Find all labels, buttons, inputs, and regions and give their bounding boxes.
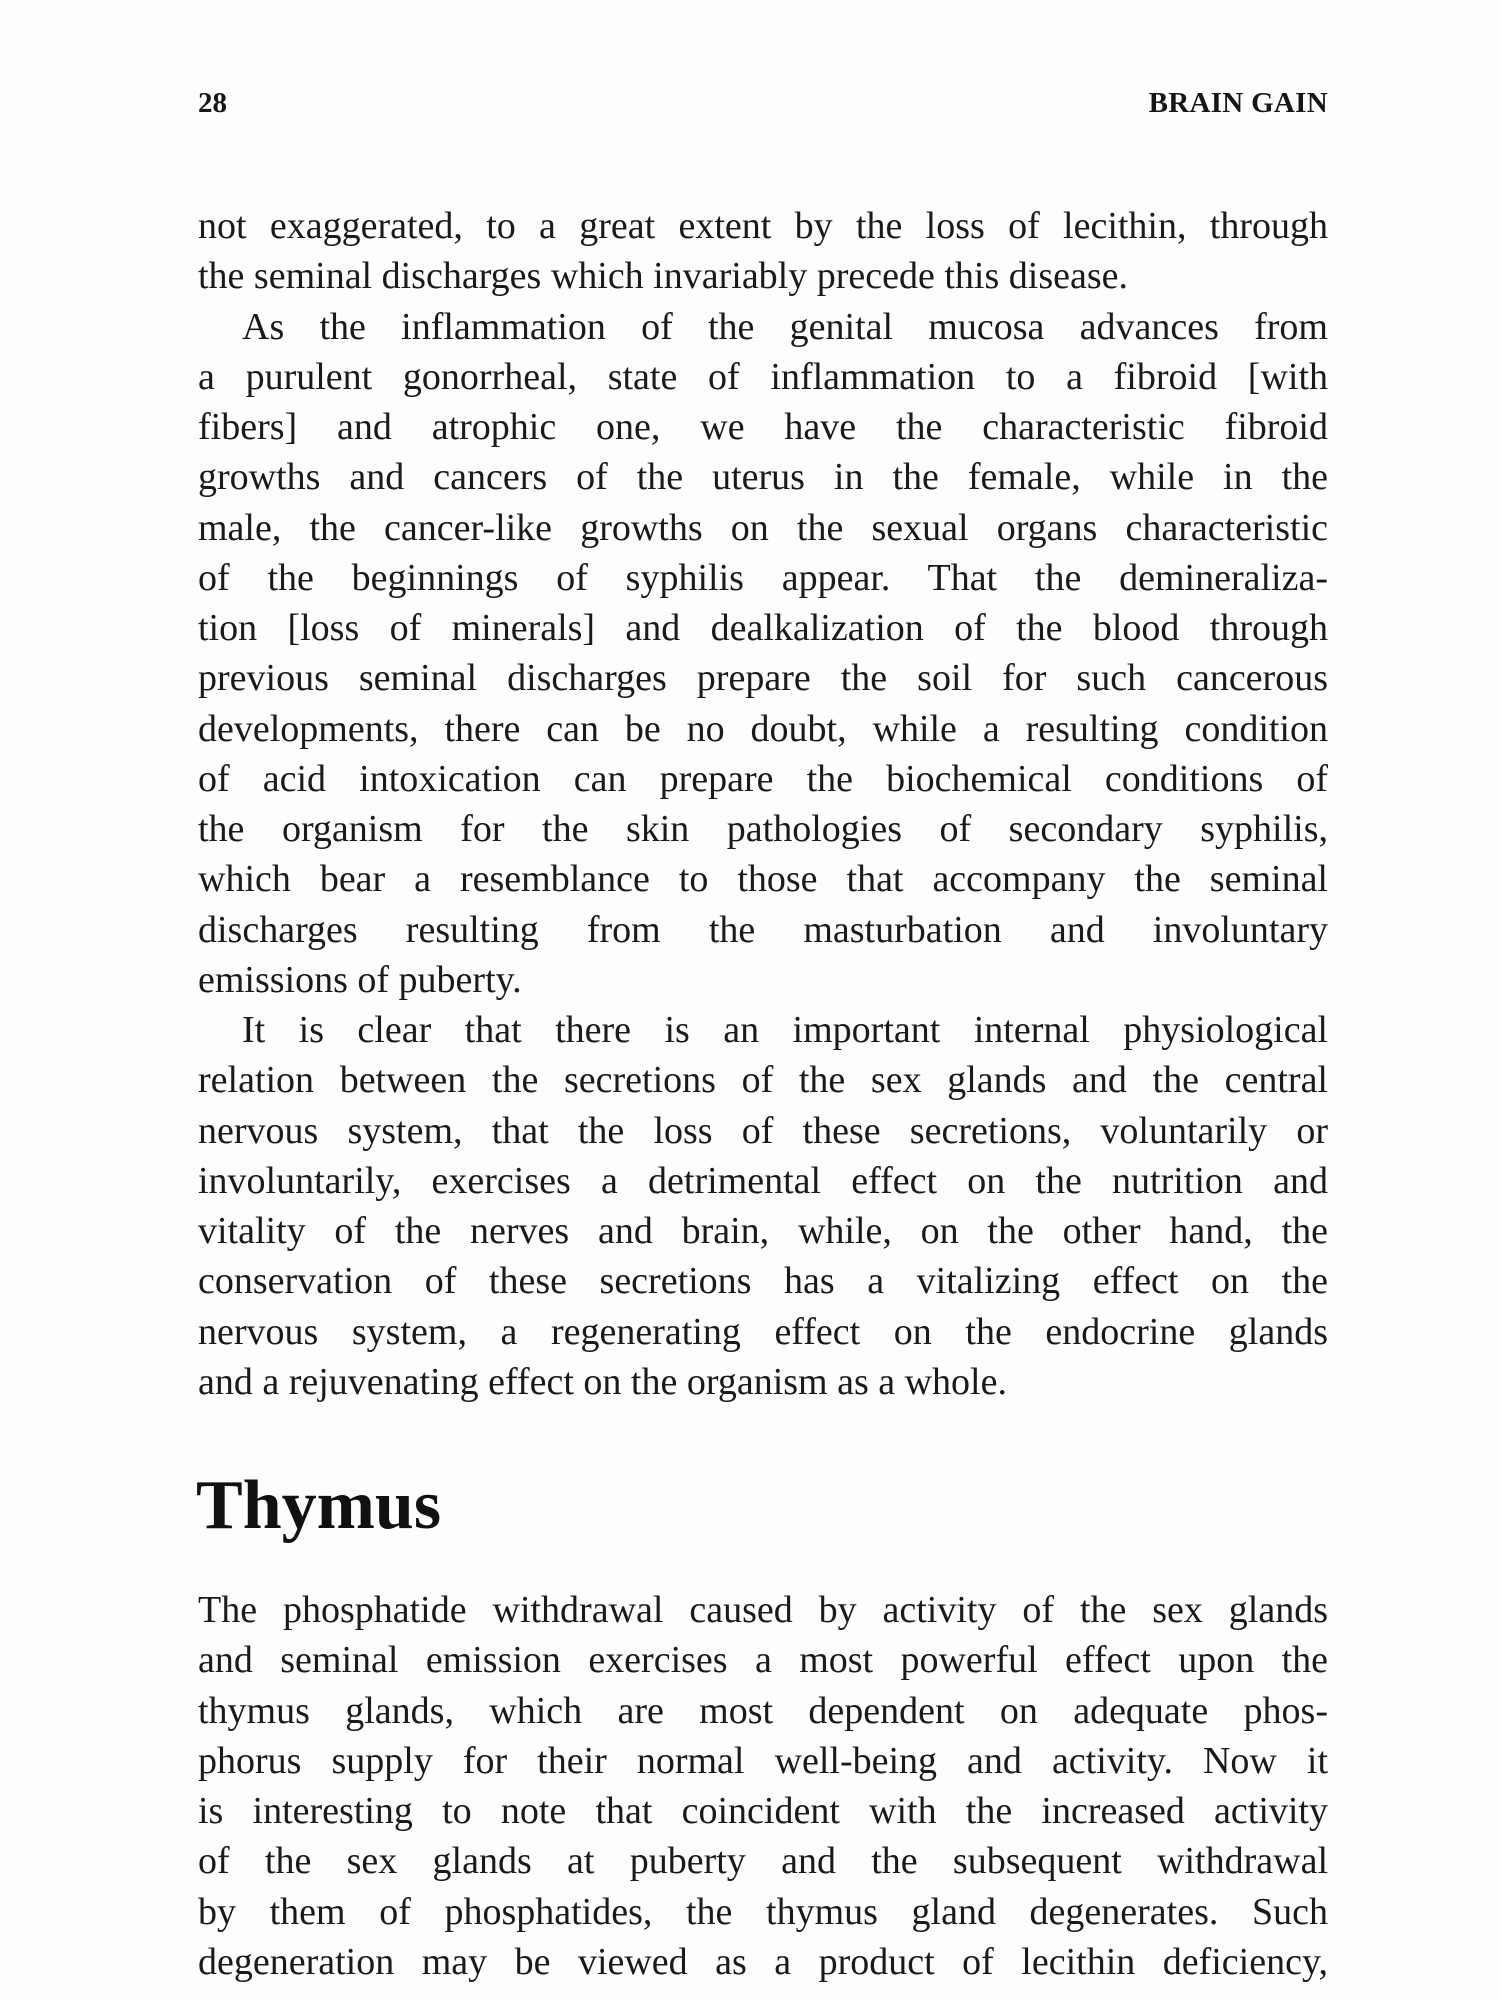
text-line: previous seminal discharges prepare the soil for such cancerous [198,657,1328,700]
text-line: discharges resulting from the masturbation and involuntary [198,908,1328,951]
text-line: The phosphatide withdrawal caused by activity of the sex glands [198,1589,1328,1631]
text-line: by them of phosphatides, the thymus gland degenerates. Such [198,1890,1328,1933]
text-line: not exaggerated, to a great extent by the loss of lecithin, through [198,205,1328,247]
text-line: involuntarily, exercises a detrimental effect on the nutrition and [198,1159,1328,1202]
text-line: of the beginnings of syphilis appear. That the demineraliza- [198,556,1328,599]
text-line: and seminal emission exercises a most powerful effect upon the [198,1639,1328,1682]
text-line: emissions of puberty. [198,958,522,1001]
text-line: the seminal discharges which invariably precede this disease. [198,255,1128,298]
text-line: of the sex glands at puberty and the subsequent withdrawal [198,1840,1328,1883]
page-number: 28 [198,87,227,119]
text-line: male, the cancer-like growths on the sexual organs characteristic [198,506,1328,549]
text-line: relation between the secretions of the sex glands and the central [198,1059,1328,1102]
text-line: degeneration may be viewed as a product of lecithin deficiency, [198,1940,1328,1983]
text-line: thymus glands, which are most dependent on adequate phos- [198,1689,1328,1732]
text-line: tion [loss of minerals] and dealkalization of the blood through [198,607,1328,649]
section-heading: Thymus [196,1467,442,1544]
text-line: of acid intoxication can prepare the biochemical conditions of [198,757,1328,800]
body-text-section-2 [198,1585,1328,1987]
text-line: and a rejuvenating effect on the organism as a whole. [198,1360,1007,1403]
text-line: vitality of the nerves and brain, while, on the other hand, the [198,1210,1328,1252]
text-line: fibers] and atrophic one, we have the characteristic fibroid [198,406,1328,448]
text-line: the organism for the skin pathologies of secondary syphilis, [198,808,1328,850]
text-line: conservation of these secretions has a vitalizing effect on the [198,1260,1328,1303]
text-line: which bear a resemblance to those that accompany the seminal [198,858,1328,901]
text-line: As the inflammation of the genital mucosa advances from [242,305,1328,348]
text-line: developments, there can be no doubt, while a resulting condition [198,707,1328,750]
text-line: nervous system, that the loss of these secretions, voluntarily or [198,1109,1328,1152]
running-head: BRAIN GAIN [1148,87,1328,119]
text-line: a purulent gonorrheal, state of inflammation to a fibroid [with [198,355,1328,398]
body-text-section-1 [198,201,1328,1407]
text-line: It is clear that there is an important internal physiological [242,1009,1328,1051]
text-line: nervous system, a regenerating effect on the endocrine glands [198,1310,1328,1353]
text-line: phorus supply for their normal well-being and activity. Now it [198,1739,1328,1782]
text-line: growths and cancers of the uterus in the female, while in the [198,456,1328,499]
text-line: is interesting to note that coincident with the increased activity [198,1790,1328,1832]
